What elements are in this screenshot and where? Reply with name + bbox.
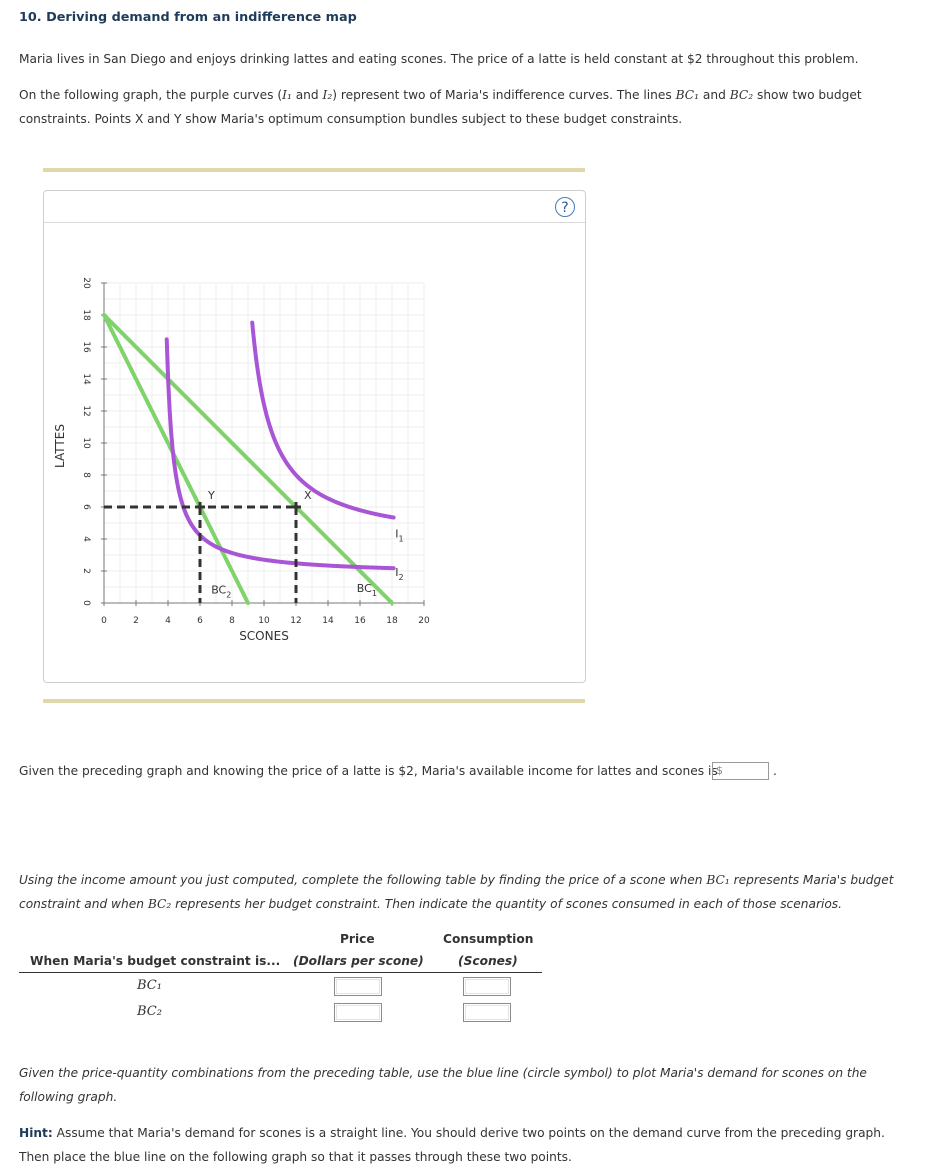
y-tick-label: 18 bbox=[81, 309, 91, 321]
graph-toolbar bbox=[44, 191, 585, 223]
instr-text: constraint and when bbox=[19, 897, 148, 911]
desc-bc2: BC₂ bbox=[729, 88, 754, 102]
price-units-header: (Dollars per scone) bbox=[293, 954, 424, 968]
y-tick-label: 12 bbox=[81, 405, 91, 417]
constraint-header: When Maria's budget constraint is... bbox=[30, 954, 281, 968]
instr-text: Using the income amount you just computed, complete the following table by finding the price of a scone when bbox=[19, 873, 707, 887]
price-header: Price bbox=[340, 932, 375, 946]
y-tick-label: 8 bbox=[81, 472, 91, 478]
desc-text: On the following graph, the purple curves ( bbox=[19, 88, 283, 102]
table-instructions bbox=[19, 868, 919, 916]
consumption-input-bc2[interactable] bbox=[463, 1003, 511, 1022]
x-tick-label: 0 bbox=[101, 616, 107, 626]
desc-text: and bbox=[291, 88, 323, 102]
grid bbox=[104, 283, 424, 603]
desc-bc1: BC₁ bbox=[675, 88, 699, 102]
row-label-bc2: BC₂ bbox=[137, 1004, 162, 1019]
x-tick-label: 16 bbox=[354, 616, 366, 626]
consumption-units-header: (Scones) bbox=[458, 954, 518, 968]
consumption-input-bc1[interactable] bbox=[463, 977, 511, 996]
y-tick-label: 6 bbox=[81, 504, 91, 510]
income-question bbox=[19, 764, 718, 778]
instr-bc2: BC₂ bbox=[147, 897, 172, 911]
row-label-bc1: BC₁ bbox=[137, 978, 162, 993]
income-input[interactable]: $ bbox=[712, 762, 769, 780]
point-label-x: X bbox=[304, 489, 312, 502]
hint bbox=[19, 1121, 919, 1169]
x-tick-label: 6 bbox=[197, 616, 203, 626]
y-tick-label: 10 bbox=[81, 437, 91, 449]
hint-text: Assume that Maria's demand for scones is a straight line. You should derive two points on the demand curve from the preceding graph. Then place the blue line on the following graph so that it passes through these two points. bbox=[19, 1126, 885, 1164]
x-tick-label: 12 bbox=[290, 616, 302, 626]
x-tick-label: 10 bbox=[258, 616, 270, 626]
budget-label-bc2: $BC_2$ bbox=[211, 583, 232, 600]
y-tick-label: 16 bbox=[81, 341, 91, 353]
tick-labels bbox=[81, 277, 430, 626]
x-tick-label: 8 bbox=[229, 616, 235, 626]
graph-description bbox=[19, 83, 919, 131]
price-input-bc2[interactable] bbox=[334, 1003, 382, 1022]
x-tick-label: 20 bbox=[418, 616, 430, 626]
income-text: Given the preceding graph and knowing the price of a latte is $2, Maria's available income for lattes and scones is bbox=[19, 764, 718, 778]
y-tick-label: 2 bbox=[81, 568, 91, 574]
indifference-curve-i1 bbox=[252, 323, 393, 518]
instr-text: represents her budget constraint. Then indicate the quantity of scones consumed in each of those scenarios. bbox=[171, 897, 843, 911]
desc-text: constraints. Points X and Y show Maria's optimum consumption bundles subject to these budget constraints. bbox=[19, 112, 683, 126]
curve-label-i1: $I_1$ bbox=[395, 527, 404, 544]
desc-text: ) represent two of Maria's indifference curves. The lines bbox=[332, 88, 676, 102]
y-tick-label: 20 bbox=[81, 277, 91, 289]
x-tick-label: 4 bbox=[165, 616, 171, 626]
instr-bc1: BC₁ bbox=[706, 873, 730, 887]
y-axis-label: LATTES bbox=[53, 424, 67, 468]
price-input-bc1[interactable] bbox=[334, 977, 382, 996]
income-period: . bbox=[773, 764, 777, 778]
divider-bottom bbox=[43, 699, 585, 703]
desc-i2: I₂ bbox=[322, 88, 333, 102]
point-label-y: Y bbox=[208, 489, 215, 502]
question-title: 10. Deriving demand from an indifference map bbox=[19, 10, 357, 25]
x-axis-label: SCONES bbox=[239, 629, 289, 643]
curve-label-i2: $I_2$ bbox=[395, 565, 404, 582]
hint-label: Hint: bbox=[19, 1126, 53, 1140]
x-tick-label: 2 bbox=[133, 616, 139, 626]
x-tick-label: 18 bbox=[386, 616, 398, 626]
desc-text: show two budget bbox=[753, 88, 862, 102]
instr-text: represents Maria's budget bbox=[729, 873, 894, 887]
budget-label-bc1: $BC_1$ bbox=[356, 581, 377, 598]
help-icon[interactable]: ? bbox=[555, 197, 575, 217]
y-tick-label: 0 bbox=[81, 600, 91, 606]
consumption-header: Consumption bbox=[443, 932, 534, 946]
desc-text: and bbox=[699, 88, 730, 102]
y-tick-label: 14 bbox=[81, 373, 91, 385]
intro-text: Maria lives in San Diego and enjoys drinking lattes and eating scones. The price of a latte is held constant at $2 throughout this problem. bbox=[19, 52, 859, 66]
demand-instructions: Given the price-quantity combinations from the preceding table, use the blue line (circle symbol) to plot Maria's demand for scones on the following graph. bbox=[19, 1066, 867, 1104]
indifference-graph bbox=[43, 222, 584, 662]
table-header-rule bbox=[19, 972, 542, 973]
y-tick-label: 4 bbox=[81, 536, 91, 542]
divider-top bbox=[43, 168, 585, 172]
optimum-dashed-lines bbox=[104, 502, 301, 603]
x-tick-label: 14 bbox=[322, 616, 334, 626]
desc-i1: I₁ bbox=[282, 88, 292, 102]
